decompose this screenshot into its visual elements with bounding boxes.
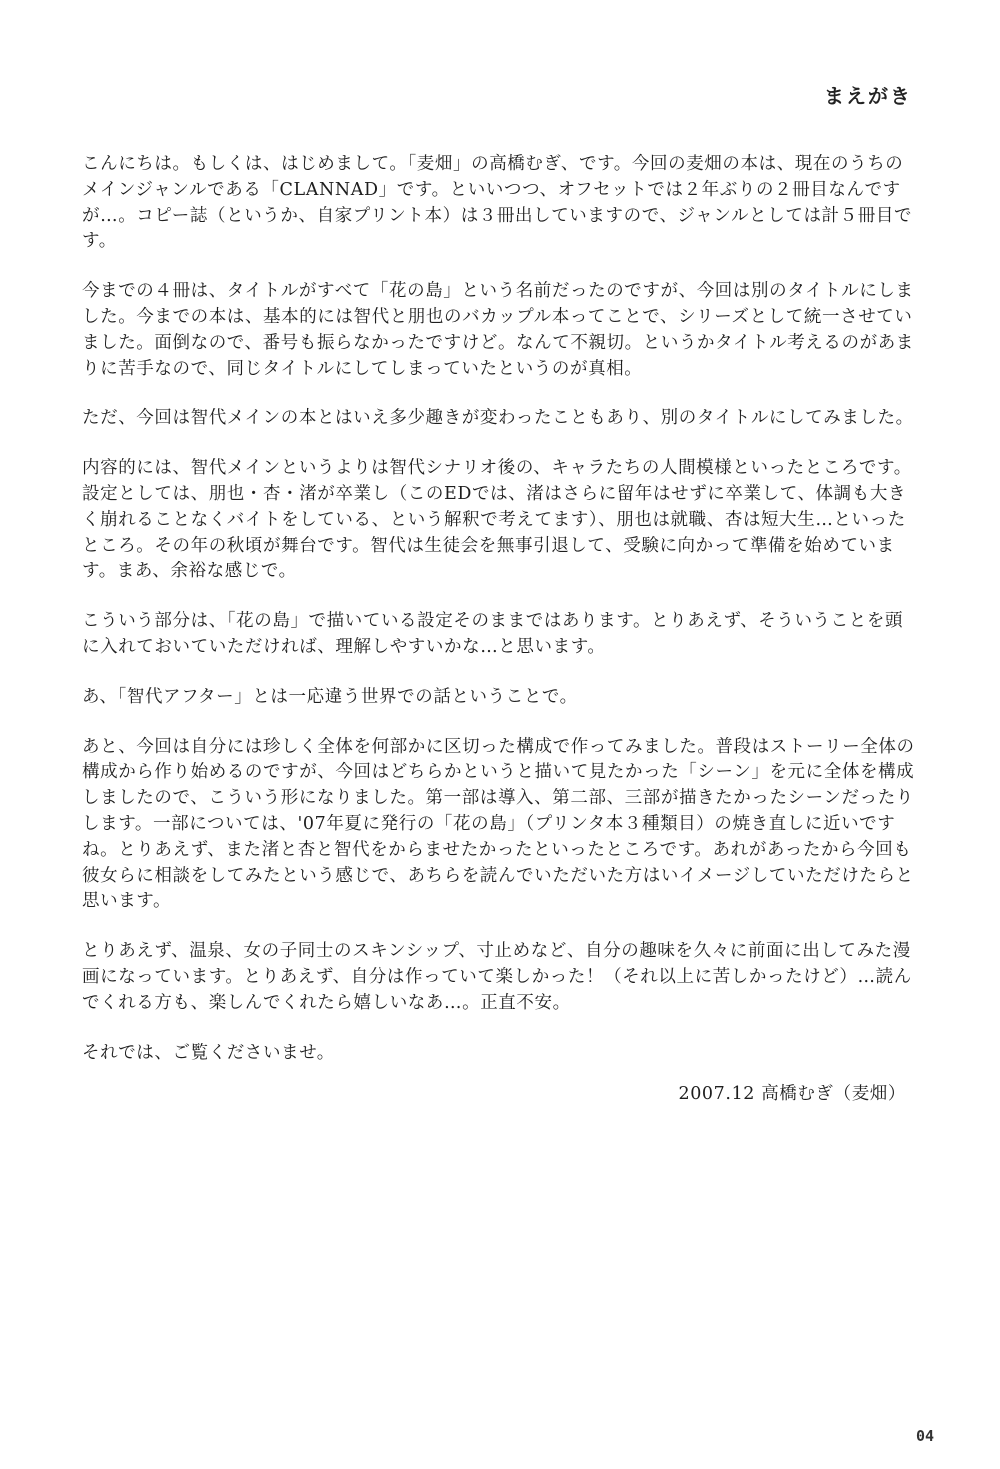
paragraph-2: 今までの４冊は、タイトルがすべて「花の島」という名前だったのですが、今回は別のタイトルにしました。今までの本は、基本的には智代と朋也のバカップル本ってことで、シリーズとして統一させていました。面倒なので、番号も振らなかったですけど。なんて不親切。というかタイトル考えるのがあまりに苦手なので、同じタイトルにしてしまっていたというのが真相。 (82, 281, 914, 379)
paragraph-5: こういう部分は、「花の島」で描いている設定そのままではあります。とりあえず、そういうことを頭に入れておいていただければ、理解しやすいかな…と思います。 (82, 611, 904, 657)
paragraph-7: あと、今回は自分には珍しく全体を何部かに区切った構成で作ってみました。普段はストーリー全体の構成から作り始めるのですが、今回はどちらかというと描いて見たかった「シーン」を元に全体を構成しましたので、こういう形になりました。第一部は導入、第二部、三部が描きたかったシーンだったりします。一部については、'07年夏に発行の「花の島」（プリンタ本３種類目）の焼き直しに近いですね。とりあえず、また渚と杏と智代をからませたかったといったところです。あれがあったから今回も彼女らに相談をしてみたという感じで、あちらを読んでいただいた方はいイメージしていただけたらと思います。 (82, 736, 915, 912)
paragraph-9: それでは、ご覧くださいませ。 (82, 1042, 335, 1063)
paragraph-8: とりあえず、温泉、女の子同士のスキンシップ、寸止めなど、自分の趣味を久々に前面に出してみた漫画になっています。とりあえず、自分は作っていて楽しかった！（それ以上に苦しかったけど）…読んでくれる方も、楽しんでくれたら嬉しいなあ…。正直不安。 (82, 941, 912, 1013)
page-number: 04 (915, 1427, 934, 1445)
foreword-body (82, 152, 918, 1090)
page-title: まえがき (824, 84, 912, 108)
paragraph-6: あ、「智代アフター」とは一応違う世界での話ということで。 (82, 686, 578, 707)
author-signature: 2007.12 高橋むぎ（麦畑） (678, 1084, 906, 1104)
paragraph-4: 内容的には、智代メインというよりは智代シナリオ後の、キャラたちの人間模様といったところです。設定としては、朋也・杏・渚が卒業し（このEDでは、渚はさらに留年はせずに卒業して、体調も大きく崩れることなくバイトをしている、という解釈で考えてます）、朋也は就職、杏は短大生…といったところ。その年の秋頃が舞台です。智代は生徒会を無事引退して、受験に向かって準備を始めています。まあ、余裕な感じで。 (82, 458, 912, 582)
paragraph-1: こんにちは。もしくは、はじめまして。「麦畑」の高橋むぎ、です。今回の麦畑の本は、現在のうちのメインジャンルである「CLANNAD」です。といいつつ、オフセットでは２年ぶりの２冊目なんですが…。コピー誌（というか、自家プリント本）は３冊出していますので、ジャンルとしては計５冊目です。 (82, 154, 913, 252)
paragraph-3: ただ、今回は智代メインの本とはいえ多少趣きが変わったこともあり、別のタイトルにしてみました。 (82, 408, 914, 429)
